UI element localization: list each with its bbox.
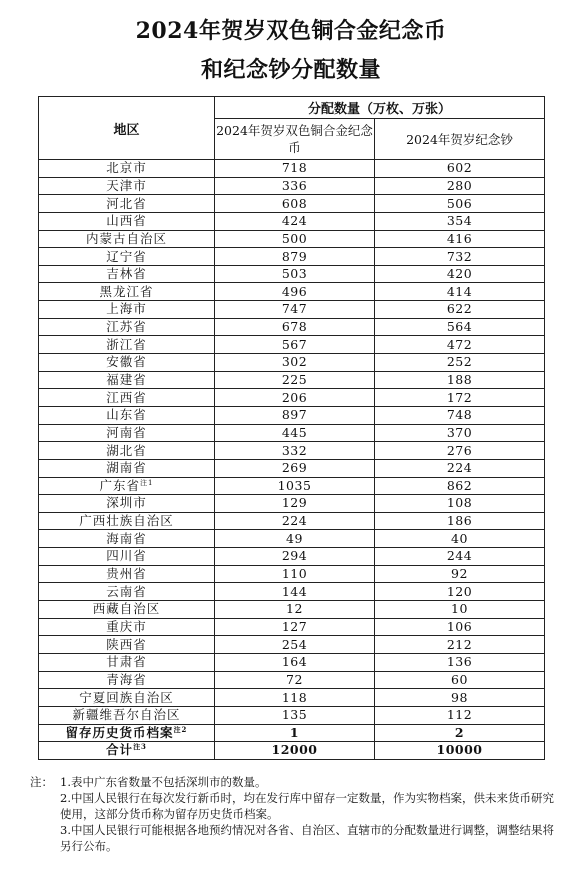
coin-quantity-cell: 424 — [215, 212, 375, 230]
note-quantity-cell: 112 — [375, 706, 545, 724]
region-name: 北京市 — [106, 160, 147, 176]
region-cell — [39, 336, 215, 354]
region-name: 黑龙江省 — [99, 283, 154, 299]
coin-quantity-cell: 747 — [215, 301, 375, 319]
region-cell — [39, 724, 215, 742]
footnote-3: 3.中国人民银行可能根据各地预约情况对各省、自治区、直辖市的分配数量进行调整，调整结果将另行公布。 — [60, 823, 554, 853]
note-quantity-cell: 244 — [375, 548, 545, 566]
coin-quantity-cell: 496 — [215, 283, 375, 301]
table-row — [39, 283, 545, 301]
note-quantity-cell: 108 — [375, 495, 545, 513]
coin-quantity-cell: 269 — [215, 459, 375, 477]
region-cell — [39, 301, 215, 319]
note-quantity-cell: 92 — [375, 565, 545, 583]
region-name: 安徽省 — [106, 354, 147, 370]
coin-quantity-cell: 897 — [215, 406, 375, 424]
note-column-header: 2024年贺岁纪念钞 — [375, 119, 545, 160]
coin-quantity-cell: 1 — [215, 724, 375, 742]
region-name: 上海市 — [106, 301, 147, 317]
region-name: 贵州省 — [106, 566, 147, 582]
table-row — [39, 495, 545, 513]
coin-quantity-cell: 879 — [215, 248, 375, 266]
table-row — [39, 742, 545, 760]
table-row — [39, 230, 545, 248]
region-name: 辽宁省 — [106, 248, 147, 264]
coin-quantity-cell: 144 — [215, 583, 375, 601]
region-name: 海南省 — [106, 530, 147, 546]
note-quantity-cell: 172 — [375, 389, 545, 407]
footnotes — [30, 774, 560, 854]
table-row — [39, 371, 545, 389]
region-cell — [39, 689, 215, 707]
coin-quantity-cell: 608 — [215, 195, 375, 213]
note-quantity-cell: 60 — [375, 671, 545, 689]
table-row — [39, 318, 545, 336]
table-row — [39, 706, 545, 724]
note-quantity-cell: 212 — [375, 636, 545, 654]
region-cell — [39, 248, 215, 266]
note-quantity-cell: 602 — [375, 160, 545, 178]
region-name: 山东省 — [106, 407, 147, 423]
quantity-group-header: 分配数量（万枚、万张） — [215, 97, 545, 119]
table-body — [39, 160, 545, 760]
region-cell — [39, 495, 215, 513]
footnote-1-text: 1.表中广东省数量不包括深圳市的数量。 — [60, 775, 267, 789]
region-cell — [39, 177, 215, 195]
table-row — [39, 653, 545, 671]
region-name: 山西省 — [106, 213, 147, 229]
region-name: 留存历史货币档案 — [65, 724, 174, 740]
region-name: 湖南省 — [106, 460, 147, 476]
table-row — [39, 565, 545, 583]
note-quantity-cell: 2 — [375, 724, 545, 742]
footnote-label: 注： — [30, 775, 53, 789]
note-quantity-cell: 10000 — [375, 742, 545, 760]
region-cell — [39, 548, 215, 566]
region-name: 青海省 — [106, 671, 147, 687]
region-name: 福建省 — [106, 372, 147, 387]
coin-quantity-cell: 164 — [215, 653, 375, 671]
region-name: 宁夏回族自治区 — [79, 689, 174, 705]
footnote-1 — [30, 774, 560, 790]
region-cell — [39, 706, 215, 724]
note-quantity-cell: 224 — [375, 459, 545, 477]
table-row — [39, 724, 545, 742]
coin-quantity-cell: 294 — [215, 548, 375, 566]
note-quantity-cell: 188 — [375, 371, 545, 389]
region-cell — [39, 477, 215, 495]
table-row — [39, 248, 545, 266]
coin-quantity-cell: 127 — [215, 618, 375, 636]
table-row — [39, 389, 545, 407]
coin-quantity-cell: 718 — [215, 160, 375, 178]
region-name: 广东省 — [99, 477, 141, 493]
region-cell — [39, 459, 215, 477]
region-cell — [39, 742, 215, 760]
region-cell — [39, 195, 215, 213]
table-row — [39, 548, 545, 566]
table-row — [39, 160, 545, 178]
region-cell — [39, 406, 215, 424]
coin-quantity-cell: 118 — [215, 689, 375, 707]
region-name: 云南省 — [106, 583, 147, 599]
table-row — [39, 477, 545, 495]
note-quantity-cell: 420 — [375, 265, 545, 283]
allocation-table — [38, 96, 545, 760]
table-row — [39, 442, 545, 460]
region-cell — [39, 442, 215, 460]
note-quantity-cell: 370 — [375, 424, 545, 442]
region-cell — [39, 653, 215, 671]
note-quantity-cell: 252 — [375, 354, 545, 372]
coin-quantity-cell: 206 — [215, 389, 375, 407]
coin-quantity-cell: 567 — [215, 336, 375, 354]
note-quantity-cell: 186 — [375, 512, 545, 530]
note-quantity-cell: 280 — [375, 177, 545, 195]
region-cell — [39, 424, 215, 442]
table-row — [39, 459, 545, 477]
table-row — [39, 177, 545, 195]
region-name: 新疆维吾尔自治区 — [72, 707, 181, 723]
region-cell — [39, 354, 215, 372]
coin-quantity-cell: 332 — [215, 442, 375, 460]
table-row — [39, 406, 545, 424]
table-row — [39, 671, 545, 689]
coin-quantity-cell: 135 — [215, 706, 375, 724]
note-quantity-cell: 506 — [375, 195, 545, 213]
note-quantity-cell: 416 — [375, 230, 545, 248]
table-row — [39, 301, 545, 319]
region-cell — [39, 389, 215, 407]
region-name: 河北省 — [106, 195, 147, 211]
coin-quantity-cell: 12 — [215, 601, 375, 619]
footnote-marker: 注3 — [133, 742, 147, 752]
note-quantity-cell: 120 — [375, 583, 545, 601]
note-quantity-cell: 354 — [375, 212, 545, 230]
note-quantity-cell: 414 — [375, 283, 545, 301]
region-cell — [39, 512, 215, 530]
coin-quantity-cell: 224 — [215, 512, 375, 530]
coin-quantity-cell: 72 — [215, 671, 375, 689]
region-cell — [39, 565, 215, 583]
region-name: 湖北省 — [106, 442, 147, 458]
note-quantity-cell: 862 — [375, 477, 545, 495]
region-column-header: 地区 — [39, 97, 215, 160]
table-row — [39, 512, 545, 530]
region-name: 河南省 — [106, 424, 147, 440]
coin-column-header: 2024年贺岁双色铜合金纪念币 — [215, 119, 375, 160]
coin-quantity-cell: 445 — [215, 424, 375, 442]
region-cell — [39, 265, 215, 283]
coin-quantity-cell: 49 — [215, 530, 375, 548]
region-name: 深圳市 — [106, 495, 147, 511]
region-name: 浙江省 — [106, 336, 147, 352]
region-cell — [39, 671, 215, 689]
table-row — [39, 601, 545, 619]
region-name: 甘肃省 — [106, 654, 147, 670]
table-row — [39, 530, 545, 548]
region-name: 吉林省 — [106, 266, 147, 282]
table-row — [39, 195, 545, 213]
coin-quantity-cell: 1035 — [215, 477, 375, 495]
note-quantity-cell: 106 — [375, 618, 545, 636]
note-quantity-cell: 40 — [375, 530, 545, 548]
region-cell — [39, 371, 215, 389]
region-name: 内蒙古自治区 — [85, 230, 167, 246]
note-quantity-cell: 98 — [375, 689, 545, 707]
coin-quantity-cell: 225 — [215, 371, 375, 389]
region-cell — [39, 230, 215, 248]
table-row — [39, 354, 545, 372]
note-quantity-cell: 622 — [375, 301, 545, 319]
coin-quantity-cell: 129 — [215, 495, 375, 513]
region-cell — [39, 212, 215, 230]
footnote-marker: 注1 — [140, 478, 154, 487]
region-cell — [39, 530, 215, 548]
region-cell — [39, 618, 215, 636]
coin-quantity-cell: 302 — [215, 354, 375, 372]
note-quantity-cell: 136 — [375, 653, 545, 671]
region-name: 江西省 — [106, 389, 147, 405]
footnote-marker: 注2 — [173, 724, 188, 734]
table-row — [39, 618, 545, 636]
table-row — [39, 636, 545, 654]
region-name: 陕西省 — [106, 636, 147, 652]
region-name: 合计 — [106, 742, 134, 758]
table-row — [39, 265, 545, 283]
region-name: 重庆市 — [106, 618, 147, 634]
note-quantity-cell: 472 — [375, 336, 545, 354]
region-name: 天津市 — [106, 177, 147, 193]
region-cell — [39, 318, 215, 336]
region-cell — [39, 160, 215, 178]
table-row — [39, 424, 545, 442]
region-cell — [39, 636, 215, 654]
document-title-line-2: 和纪念钞分配数量 — [200, 57, 381, 83]
region-cell — [39, 283, 215, 301]
table-row — [39, 689, 545, 707]
note-quantity-cell: 10 — [375, 601, 545, 619]
region-cell — [39, 601, 215, 619]
region-cell — [39, 583, 215, 601]
table-row — [39, 583, 545, 601]
note-quantity-cell: 564 — [375, 318, 545, 336]
table-row — [39, 336, 545, 354]
coin-quantity-cell: 254 — [215, 636, 375, 654]
footnote-2: 2.中国人民银行在每次发行新币时，均在发行库中留存一定数量，作为实物档案，供未来货币研究使用，这部分货币称为留存历史货币档案。 — [60, 791, 554, 821]
coin-quantity-cell: 500 — [215, 230, 375, 248]
note-quantity-cell: 276 — [375, 442, 545, 460]
region-name: 江苏省 — [106, 319, 147, 335]
coin-quantity-cell: 110 — [215, 565, 375, 583]
coin-quantity-cell: 503 — [215, 265, 375, 283]
table-row — [39, 212, 545, 230]
note-quantity-cell: 732 — [375, 248, 545, 266]
note-quantity-cell: 748 — [375, 406, 545, 424]
region-name: 西藏自治区 — [92, 601, 161, 617]
region-name: 广西壮族自治区 — [79, 513, 174, 529]
coin-quantity-cell: 678 — [215, 318, 375, 336]
region-name: 四川省 — [106, 548, 147, 564]
document-title-line-1: 2024年贺岁双色铜合金纪念币 — [135, 18, 447, 44]
coin-quantity-cell: 336 — [215, 177, 375, 195]
coin-quantity-cell: 12000 — [215, 742, 375, 760]
